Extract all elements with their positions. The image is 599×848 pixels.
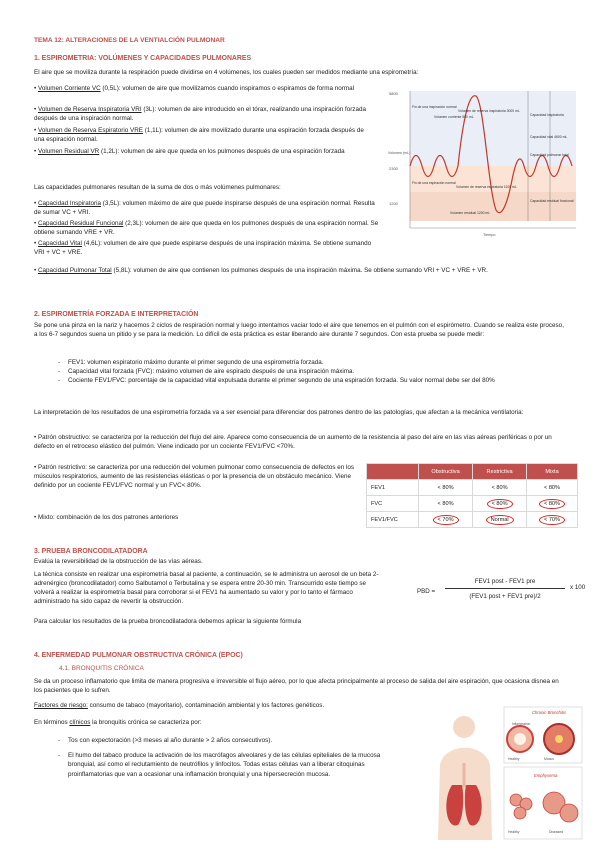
measurements-list xyxy=(34,358,564,386)
capacity-desc: (3,5L): volumen máximo de aire que puede inspirarse después de una espiración normal. Resulta de sumar VC + VRI. xyxy=(34,200,375,217)
section-2-p2: La interpretación de los resultados de una espirometría forzada va a ser esencial para diferenciar dos patrones dentro de las patologías, que afectan a la mecánica ventilatoria: xyxy=(34,409,524,416)
circled-value: < 70% xyxy=(433,515,459,525)
capacity-item: • Capacidad Inspiratoria (3,5L): volumen máximo de aire que puede inspirarse después de una espiración normal. Resulta de sumar VC + VRI. xyxy=(34,200,375,217)
label-ic: Capacidad inspiratoria xyxy=(530,113,564,117)
capacity-term: Capacidad Vital xyxy=(37,240,82,247)
capacity-item: • Capacidad Pulmonar Total (5,8L): volumen de aire que contienen los pulmones después de una inspiración máxima. Se obtiene sumando VRI + VC + VRE + VR. xyxy=(34,267,488,274)
figure-tag: Healthy xyxy=(508,757,520,761)
section-2-p1: Se pone una pinza en la nariz y hacemos 2 ciclos de respiración normal y luego intentamos vaciar todo el aire que tenemos en el pulmón con el espirómetro. Cuando se realiza este proceso, a los 6-7 segundos suena un pitido y se para la medición. Lo difícil de esta práctica es estar liberando aire durante 7 segundos. Con esta prueba se puede medir: xyxy=(34,322,564,338)
figure-tag: Mucus xyxy=(544,757,554,761)
volume-desc: (1,1L): volumen de aire movilizado durante una espiración forzada después de una espiración normal. xyxy=(34,127,364,144)
label-rv: Volumen residual 1200 mL xyxy=(450,211,491,215)
volume-item: • Volumen Corriente VC (0,5L): volumen de aire que movilizamos cuando inspiramos o espiramos de forma normal xyxy=(34,85,355,92)
table-row xyxy=(367,480,578,496)
table-cell xyxy=(473,496,527,512)
list-item: - Cociente FEV1/FVC: porcentaje de la capacidad vital expulsada durante el primer segundo de una espiración forzada. Su valor normal debe ser del 80% xyxy=(34,376,564,385)
figure-tag: Healthy xyxy=(508,830,520,834)
section-2-heading: 2. ESPIROMETRÍA FORZADA E INTERPRETACIÓN xyxy=(34,311,199,318)
table-header: Restrictiva xyxy=(473,464,527,480)
risk-desc: consumo de tabaco (mayoritario), contaminación ambiental y los factores genéticos. xyxy=(87,702,325,709)
section-4-p1: Se da un proceso inflamatorio que limita de manera progresiva e irreversible el flujo aéreo, por lo que afecta principalmente al proceso de salida del aire espiración, que ocasiona disnea en los pacientes que lo sufren. xyxy=(34,678,559,694)
figure-tag: Inflammation xyxy=(512,722,531,726)
spirometry-results-table xyxy=(366,463,578,528)
volume-item: • Volumen de Reserva Inspiratoria VRI (3L): volumen de aire introducido en el tórax, realizando una inspiración forzada después de una inspiración normal. xyxy=(34,106,366,123)
section-3-p3: Para calcular los resultados de la prueba broncodilatadora debemos aplicar la siguiente fórmula xyxy=(34,618,302,625)
pbd-formula xyxy=(417,578,597,608)
capacity-term: Capacidad Inspiratoria xyxy=(37,200,101,207)
tick-2300: 2300 xyxy=(389,166,398,171)
volume-term: Volumen Corriente VC xyxy=(37,85,101,92)
label-tv: Volumen corriente 500 mL xyxy=(434,115,474,119)
section-4-heading: 4. ENFERMEDAD PULMONAR OBSTRUCTIVA CRÓNICA (EPOC) xyxy=(34,652,243,659)
capacity-item: • Capacidad Vital (4,6L): volumen de aire que puede espirarse después de una inspiración máxima. Se obtiene sumando VRI + VC + VRE. xyxy=(34,240,372,257)
list-item: - El humo del tabaco produce la activación de los macrófagos alveolares y de las células epiteliales de la mucosa bronquial, así como el reclutamiento de neutrófilos y linfocitos. Todas estas células van a liberar citoquinas proinflamatorias que van a ocasionar una inflamación bronquial y una hipersecreción mucosa. xyxy=(34,751,399,779)
y-axis-label: Volumen (mL) xyxy=(388,151,411,155)
table-cell: FEV1 xyxy=(367,480,419,496)
volume-item: • Volumen Residual VR (1,2L): volumen de aire que queda en los pulmones después de una espiración forzada xyxy=(34,148,345,155)
formula-numerator: FEV1 post - FEV1 pre xyxy=(474,578,536,585)
list-item: - FEV1: volumen espiratorio máximo durante el primer segundo de una espirometría forzada. xyxy=(34,358,564,367)
capacity-desc: (4,6L): volumen de aire que puede espirarse después de una inspiración máxima. Se obtiene sumando VRI + VC + VRE. xyxy=(34,240,372,257)
table-cell: < 80% xyxy=(418,480,472,496)
capacity-item: • Capacidad Residual Funcional (2,3L): volumen de aire que queda en los pulmones después de una espiración normal. Se obtiene sumando VRE + VR. xyxy=(34,220,379,237)
page-title: TEMA 12: ALTERACIONES DE LA VENTIALCIÓN PULMONAR xyxy=(34,37,225,44)
formula-multiplier: x 100 xyxy=(570,584,586,591)
section-3-p2: La técnica consiste en realizar una espirometría basal al paciente, a continuación, se le administra un aerosol de un beta 2-adrenérgico (broncodilatador) como Salbutamol o Terbutalina y se espera entre 20-30 min. Transcurrido este tiempo se volverá a realizar la espirometría basal para corroborar si el FEV1 ha aumentado su valor y por lo tanto el fármaco administrado ha sido capaz de revertir la obstrucción. xyxy=(34,571,379,605)
capacity-term: Capacidad Pulmonar Total xyxy=(37,267,112,274)
risk-term: Factores de riesgo: xyxy=(34,702,88,709)
capacity-desc: (5,8L): volumen de aire que contienen los pulmones después de una inspiración máxima. Se obtiene sumando VRI + VC + VRE + VR. xyxy=(111,267,488,274)
risk-factors xyxy=(34,701,434,710)
section-1-intro: El aire que se moviliza durante la respiración puede dividirse en 4 volúmenes, los cuales pueden ser medidos mediante una espirometría: xyxy=(34,69,419,76)
spirometry-figure xyxy=(388,88,578,248)
circled-value: < 80% xyxy=(539,499,565,509)
volume-term: Volumen Residual VR xyxy=(37,148,100,155)
label-tlc: Capacidad pulmonar total xyxy=(530,153,569,157)
x-axis-label: Tiempo xyxy=(483,233,496,237)
volume-term: Volumen de Reserva Espiratorio VRE xyxy=(37,127,143,134)
volume-desc: (0,5L): volumen de aire que movilizamos cuando inspiramos o espiramos de forma normal xyxy=(100,85,355,92)
label-frc: Capacidad residual funcional xyxy=(530,199,574,203)
obstructive-pattern: • Patrón obstructivo: se caracteriza por la reducción del flujo del aire. Aparece como consecuencia de un aumento de la resistencia al paso del aire en las vías aéreas periféricas o por un defecto en el retroceso elástico del pulmón. Viene indicado por un cociente FEV1/FVC <70%. xyxy=(34,434,552,450)
fraction-bar xyxy=(445,588,565,589)
table-header: Mixta xyxy=(527,464,578,480)
section-1-heading: 1. ESPIROMETRIA: VOLÚMENES Y CAPACIDADES PULMONARES xyxy=(34,55,252,62)
capacities-list xyxy=(34,199,379,259)
table-cell xyxy=(527,512,578,528)
table-header-row xyxy=(367,464,578,480)
table-header xyxy=(367,464,419,480)
table-cell: FVC xyxy=(367,496,419,512)
table-cell xyxy=(473,512,527,528)
table-cell: < 80% xyxy=(473,480,527,496)
figure-top-label: Chronic Bronchitis xyxy=(532,710,566,715)
table-cell: < 80% xyxy=(418,496,472,512)
clinical-list xyxy=(34,736,399,779)
clinical-intro: En términos clínicos la bronquitis crónica se caracteriza por: xyxy=(34,719,202,726)
list-item: - Capacidad vital forzada (FVC): máximo volumen de aire espirado después de una inspiración máxima. xyxy=(34,367,564,376)
volume-term: Volumen de Reserva Inspiratoria VRI xyxy=(37,106,142,113)
table-row xyxy=(367,512,578,528)
label-peak: Fin de una inspiración normal xyxy=(412,105,457,109)
section-3-heading: 3. PRUEBA BRONCODILATADORA xyxy=(34,548,148,555)
volumes-list xyxy=(34,84,374,156)
volume-item: • Volumen de Reserva Espiratorio VRE (1,1L): volumen de aire movilizado durante una espiración forzada después de una espiración normal. xyxy=(34,127,364,144)
formula-lhs: PBD = xyxy=(417,588,436,595)
label-end: Fin de una espiración normal xyxy=(412,181,456,185)
figure-tag: Diseased xyxy=(549,830,564,834)
capacity-desc: (2,3L): volumen de aire que queda en los pulmones después de una espiración normal. Se obtiene sumando VRE + VR. xyxy=(34,220,379,237)
figure-bottom-label: Emphysema xyxy=(534,773,558,778)
volume-desc: (1,2L): volumen de aire que queda en los pulmones después de una espiración forzada xyxy=(99,148,345,155)
table-row xyxy=(367,496,578,512)
circled-value: < 70% xyxy=(539,515,565,525)
restrictive-pattern: • Patrón restrictivo: se caracteriza por una reducción del volumen pulmonar como consecuencia de defectos en los músculos respiratorios, aumento de las resistencias elásticas o por la presencia de un obstáculo mecánico. Viene definido por un cociente FEV1/FVC normal y un FVC< 80%. xyxy=(34,464,355,489)
copd-illustration xyxy=(434,705,584,840)
table-header: Obstructiva xyxy=(418,464,472,480)
label-vc: Capacidad vital 4600 mL xyxy=(530,135,568,139)
volume-desc: (3L): volumen de aire introducido en el tórax, realizando una inspiración forzada después de una inspiración normal. xyxy=(34,106,366,123)
label-erv: Volumen de reserva espiratoria 1100 mL xyxy=(456,185,517,189)
label-irv: Volumen de reserva inspiratoria 3000 mL xyxy=(458,109,520,113)
tick-1200: 1200 xyxy=(389,201,398,206)
capacity-term: Capacidad Residual Funcional xyxy=(37,220,124,227)
table-cell: < 80% xyxy=(527,480,578,496)
section-3-p1: Evalúa la reversibilidad de la obstrucción de las vías aéreas. xyxy=(34,558,203,565)
list-item: - Tos con expectoración (>3 meses al año durante > 2 años consecutivos). xyxy=(34,736,399,745)
table-cell: FEV1/FVC xyxy=(367,512,419,528)
capacities-intro: Las capacidades pulmonares resultan de la suma de dos o más volúmenes pulmonares: xyxy=(34,184,281,191)
circled-value: Normal xyxy=(486,515,514,525)
formula-denominator: (FEV1 post + FEV1 pre)/2 xyxy=(469,593,541,600)
tick-5800: 5800 xyxy=(389,91,398,96)
table-cell xyxy=(418,512,472,528)
circled-value: < 80% xyxy=(487,499,513,509)
subsection-heading: 4.1. BRONQUITIS CRÓNICA xyxy=(59,665,144,672)
mixed-pattern: • Mixto: combinación de los dos patrones anteriores xyxy=(34,514,179,521)
table-cell xyxy=(527,496,578,512)
